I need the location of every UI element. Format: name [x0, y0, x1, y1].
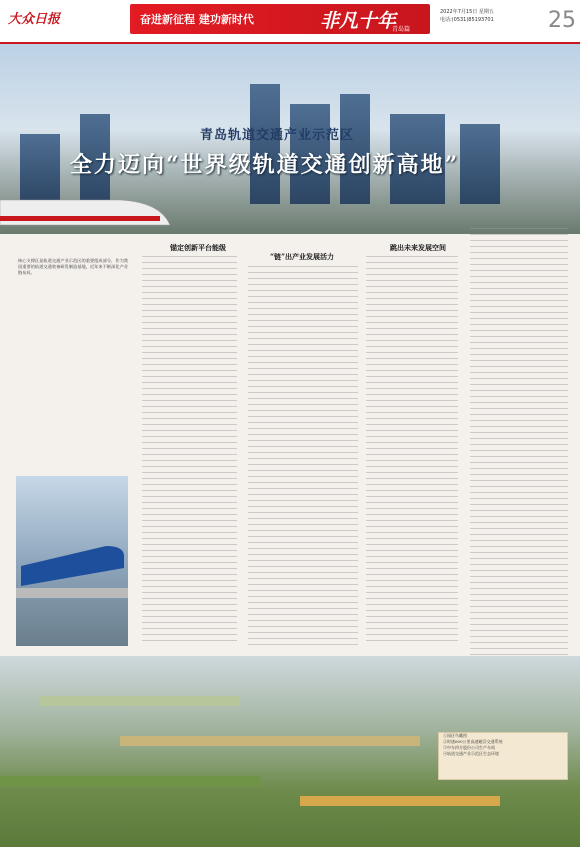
banner-feature: 非凡十年: [320, 10, 397, 32]
subhead: “链”出产业发展活力: [270, 252, 335, 261]
building: [460, 124, 500, 204]
section-title: 青岛轨道交通产业示范区: [200, 128, 355, 143]
maglev-photo: [16, 476, 128, 646]
train-image: [0, 180, 170, 240]
headline: 全力迈向“世界级轨道交通创新高地”: [70, 152, 460, 178]
field: [300, 796, 500, 806]
lead-text: 核心支撑区是轨道交通产业示范区的重要组成部分，作为我国重要的轨道交通装备研发制造基地，近年来不断深化产业链布局。: [18, 258, 128, 275]
special-banner: [130, 4, 430, 34]
dateline: 2022年7月15日 星期五 电话:(0531)85193701: [440, 9, 494, 23]
newspaper-logo: 大众日报: [8, 12, 61, 27]
banner-region: 青岛篇: [392, 26, 411, 33]
building: [250, 84, 280, 204]
field: [0, 776, 260, 786]
text-column: [470, 228, 568, 726]
text-column: [366, 256, 458, 646]
caption-box: ①园区鸟瞰图 ②时速600公里高速磁浮交通系统 ③中车四方股份公司生产车间 ④轨道交通产业示范区生态环境: [438, 732, 568, 780]
banner-slogan: 奋进新征程 建功新时代: [140, 13, 254, 26]
subhead: 跳出未来发展空间: [390, 243, 446, 252]
text-column: [248, 266, 358, 646]
text-column: [142, 256, 237, 646]
masthead: [0, 0, 580, 44]
field: [120, 736, 420, 746]
subhead: 锚定创新平台能级: [170, 243, 226, 252]
field: [40, 696, 240, 706]
page-number: 25: [548, 8, 576, 33]
